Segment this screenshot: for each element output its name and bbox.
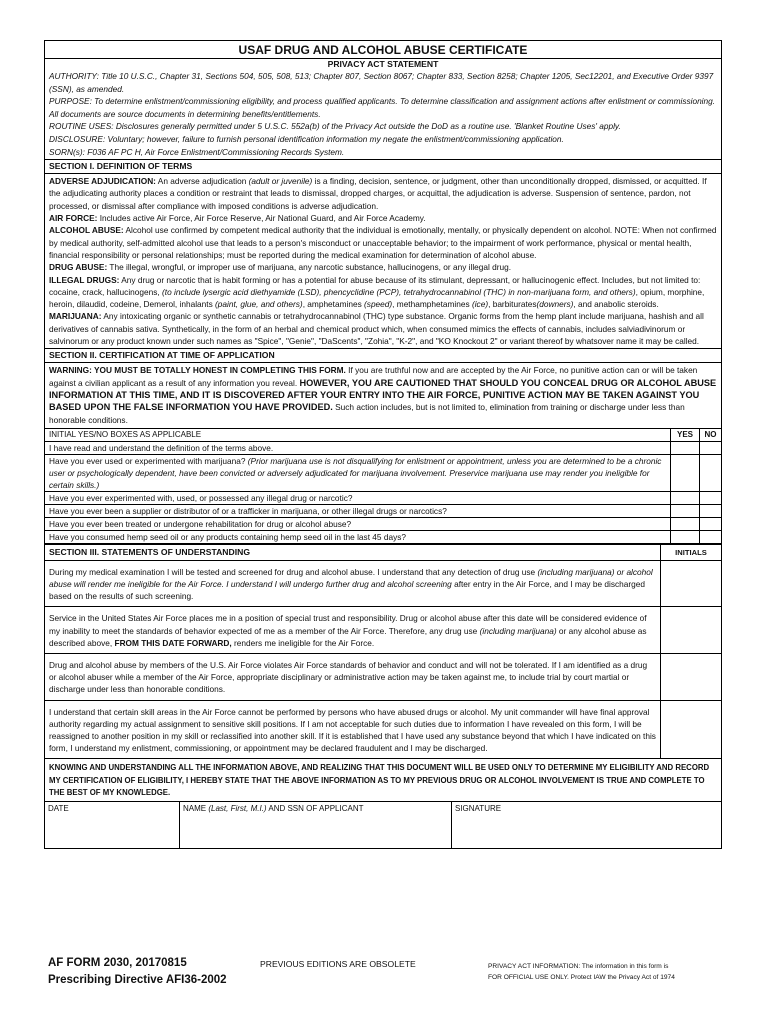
question-main: Have you ever used or experimented with marijuana? — [49, 455, 248, 466]
def-text: , amphetamines — [302, 299, 365, 310]
form-number: AF FORM 2030, 20170815 — [48, 957, 187, 969]
name-label: (Last, First, M.I.) — [208, 804, 267, 814]
question-note: (Prior marijuana use is not disqualifying for enlistment or appointment, unless you are determined to be a chronic user or psychologically dependent, have been convicted or adversely adjudicated for marijuana involvement. Preservice marijuana use may render you ineligible for certain skills.) — [49, 455, 662, 490]
initials-box[interactable] — [661, 560, 722, 607]
name-label: AND SSN OF APPLICANT — [266, 804, 364, 814]
def-text: Any intoxicating organic or synthetic cannabis or tetrahydrocannabinol (THC) type substance. Organic forms from the hemp plant include marijuana, hashish and all derivatives of cannabis sativa. Synthetically, in the form of an herbal and chemical product which, when consumed mimics the effects of cannabis, includes salviadivinorum or salvinorum or any product known under such names as "Spice", "Genie", "DaScents", "Zohia", "K-2", and "KO Knockout 2" or variant thereof by whatsover name it may be called. — [49, 311, 704, 347]
def-text: (adult or juvenile) — [248, 176, 313, 187]
def-term: ADVERSE ADJUDICATION: — [49, 176, 156, 187]
statement-text: Drug and alcohol abuse by members of the U.S. Air Force violates Air Force standards of behavior and conduct and will not be tolerated. If I am identified as a drug or alcohol abuser while a member of the Air Force, appropriate disciplinary or administrative action may be taken against me, to include trial by court martial or discharge under less than honorable conditions. — [45, 654, 661, 701]
certification-statement: KNOWING AND UNDERSTANDING ALL THE INFORMATION ABOVE, AND REALIZING THAT THIS DOCUMENT WILL BE USED ONLY TO DETERMINE MY ELIGIBILITY AND RECORD MY CERTIFICATION OF ELIGIBILITY, I HEREBY STATE THAT THE ABOVE INFORMATION AS TO MY PREVIOUS DRUG OR ALCOHOL INVOLVEMENT IS TRUE AND COMPLETE TO THE BEST OF MY KNOWLEDGE. — [45, 758, 721, 802]
no-box[interactable] — [700, 530, 722, 543]
statement-part: FROM THIS DATE FORWARD, — [114, 637, 232, 648]
initial-instructions: INITIAL YES/NO BOXES AS APPLICABLE — [45, 429, 671, 442]
yes-box[interactable] — [671, 504, 700, 517]
privacy-act-statement — [45, 59, 721, 159]
no-box[interactable] — [700, 441, 722, 454]
def-text: , and anabolic steroids. — [573, 299, 659, 310]
table-row — [45, 560, 721, 607]
statements-table — [45, 544, 721, 759]
initials-box[interactable] — [661, 607, 722, 654]
definitions — [45, 174, 721, 348]
statement-text — [45, 607, 661, 654]
def-illegal-drugs — [49, 274, 717, 311]
privacy-act-information — [488, 961, 728, 983]
statement-part: During my medical examination I will be tested and screened for drug and alcohol abuse. I understand that any detection of drug use — [49, 566, 538, 577]
disclosure-text: DISCLOSURE: Voluntary; however, failure to furnish personal identification information my negate the enlistment/commissioning application. — [49, 133, 564, 144]
table-row — [45, 504, 721, 517]
yes-box[interactable] — [671, 491, 700, 504]
privacy-act-heading: PRIVACY ACT STATEMENT — [327, 59, 439, 69]
no-box[interactable] — [700, 454, 722, 491]
statement-part: Service in the United States Air Force places me in a position of special trust and responsibility. Drug or alcohol abuse after this date will be considered evidence of my inability to meet the standards of behavior expected of me as a member of the Air Force. Therefore, any drug use — [49, 613, 647, 636]
form-title: USAF DRUG AND ALCOHOL ABUSE CERTIFICATE — [45, 41, 721, 59]
routine-uses-text: ROUTINE USES: Disclosures generally permitted under 5 U.S.C. 552a(b) of the Privacy Act outside the DoD as a routine use. 'Blanket Routine Uses' apply. — [49, 121, 621, 132]
def-term: ALCOHOL ABUSE: — [49, 225, 124, 236]
name-label: NAME — [183, 804, 209, 814]
table-row — [45, 700, 721, 758]
table-row — [45, 654, 721, 701]
no-box[interactable] — [700, 504, 722, 517]
question-text: Have you ever been treated or undergone rehabilitation for drug or alcohol abuse? — [45, 517, 671, 530]
table-row — [45, 454, 721, 491]
def-text: (to include lysergic acid diethyamide (LSD), phencyclidine (PCP), tetrahydrocannabinol (THC) in non-marijuana form, and others) — [162, 286, 636, 297]
yes-column-header: YES — [671, 429, 700, 442]
yes-box[interactable] — [671, 530, 700, 543]
warning-bold: WARNING: YOU MUST BE TOTALLY HONEST IN COMPLETING THIS FORM. — [49, 365, 346, 376]
def-text: is a finding, decision, sentence, or judgment, other than unconditionally dropped, dismissed, or acquitted. If the adjudicating authority places a condition or restraint that leads to dismissal, dropped charges, or acquittal, the adjudication is adverse. Suspension of sentence, pardon, not processed, or dismissal after compliance with imposed conditions is adverse adjudication. — [49, 176, 707, 211]
statement-text — [45, 560, 661, 607]
table-row — [45, 441, 721, 454]
def-alcohol-abuse — [49, 224, 717, 261]
statement-part: (including marijuana) — [479, 625, 557, 636]
statement-part: after entry in the Air Force, and I may be discharged based on the results of such screening. — [49, 579, 646, 602]
purpose-text: PURPOSE: To determine enlistment/commissioning eligibility, and process qualified applicants. To determine classification and assignment actions after enlistment or commissioning. All documents are source documents in determining benefits/entitlements. — [49, 96, 716, 119]
drug-alcohol-form — [44, 40, 722, 849]
form-footer — [48, 957, 728, 997]
initials-header: INITIALS — [661, 544, 722, 560]
yes-box[interactable] — [671, 517, 700, 530]
statement-part: renders me ineligible for the Air Force. — [231, 637, 375, 648]
yes-box[interactable] — [671, 441, 700, 454]
no-column-header: NO — [700, 429, 722, 442]
question-text — [45, 454, 671, 491]
table-row — [45, 517, 721, 530]
question-text: Have you ever been a supplier or distributor of or a trafficker in marijuana, or other illegal drugs or narcotics? — [45, 504, 671, 517]
section3-heading: SECTION III. STATEMENTS OF UNDERSTANDING — [45, 544, 661, 560]
yes-box[interactable] — [671, 454, 700, 491]
def-text: (speed) — [364, 299, 393, 310]
section1-heading: SECTION I. DEFINITION OF TERMS — [45, 159, 721, 174]
initials-box[interactable] — [661, 700, 722, 758]
def-adverse — [49, 175, 717, 212]
def-text: Includes active Air Force, Air Force Reserve, Air National Guard, and Air Force Academy. — [97, 213, 426, 224]
section2-heading: SECTION II. CERTIFICATION AT TIME OF APPLICATION — [45, 348, 721, 363]
question-text: Have you ever experimented with, used, or possessed any illegal drug or narcotic? — [45, 491, 671, 504]
name-ssn-field[interactable] — [180, 802, 452, 848]
statement-text: I understand that certain skill areas in the Air Force cannot be performed by persons who have abused drugs or alcohol. My unit commander will have final approval authority regarding my actual assignment to sensitive skill positions. If I am not acceptable for such duties due to information I have revealed on this form, I will be reassigned to another position in my skill or reclassified into another skill. If it is established that I have used any substance beyond that which I have indicated on this form, I understand my enlistment, commissioning, or appointment may be declared fraudulent and I may be discharged. — [45, 700, 661, 758]
def-text: The illegal, wrongful, or improper use of marijuana, any narcotic substance, hallucinogens, or any illegal drug. — [107, 262, 512, 273]
statement-part: (including marijuana) or alcohol abuse will render me ineligible for the Air Force. I understand I will undergo further drug and alcohol screening — [49, 566, 653, 589]
prescribing-directive: Prescribing Directive AFI36-2002 — [48, 974, 227, 986]
pai-line: PRIVACY ACT INFORMATION: The information in this form is — [488, 963, 669, 970]
def-term: AIR FORCE: — [49, 213, 98, 224]
def-term: MARIJUANA: — [49, 311, 102, 322]
def-text: An adverse adjudication — [155, 176, 249, 187]
def-drug-abuse — [49, 261, 717, 273]
question-text: I have read and understand the definition of the terms above. — [45, 441, 671, 454]
def-air-force — [49, 212, 717, 224]
def-text: (downers) — [536, 299, 574, 310]
def-text: Alcohol use confirmed by competent medical authority that the individual is emotionally, mentally, or physically dependent on alcohol. NOTE: When not confirmed by medical authority, self-admitted alcohol use that leads to a person's misconduct or unacceptable behavior; to the impairment of work performance, physical or mental health, financial responsibility or personal relationships; must be reported during the medical examination for determination of alcohol abuse. — [49, 225, 717, 260]
authority-text: AUTHORITY: Title 10 U.S.C., Chapter 31, Sections 504, 505, 508, 513; Chapter 807, Section 8067; Chapter 833, Section 8258; Chapter 1205, Sec12201, and Executive Order 9397 (SSN), as amended. — [49, 71, 714, 94]
statement-part: or any alcohol abuse as described above, — [49, 625, 647, 648]
table-row — [45, 491, 721, 504]
def-text: , barbiturates — [488, 299, 537, 310]
section3-header-row — [45, 544, 721, 560]
pai-line: FOR OFFICIAL USE ONLY. Protect IAW the Privacy Act of 1974 — [488, 974, 675, 981]
warning-caution: HOWEVER, YOU ARE CAUTIONED THAT SHOULD YOU CONCEAL DRUG OR ALCOHOL ABUSE INFORMATION AT THIS TIME, AND IT IS DISCOVERED AFTER YOUR ENTRY INTO THE AIR FORCE, PUNITIVE ACTION MAY BE TAKEN AGAINST YOU BASED UPON THE FALSE INFORMATION YOU HAVE PROVIDED. — [49, 377, 717, 413]
no-box[interactable] — [700, 491, 722, 504]
table-row — [45, 607, 721, 654]
warning-text — [45, 363, 721, 428]
def-text: Any drug or narcotic that is habit forming or has a potential for abuse because of its stimulant, depressant, or hallucinogenic effect. Includes, but not limited to: cocaine, crack, hallucinogens, — [49, 274, 701, 297]
warning-plain: Such action includes, but is not limited to, elimination from training or discharge under less than honorable conditions. — [49, 402, 685, 425]
def-text: , methamphetamines — [392, 299, 472, 310]
table-row — [45, 530, 721, 543]
table-header-row — [45, 429, 721, 442]
question-text: Have you consumed hemp seed oil or any products containing hemp seed oil in the last 45 days? — [45, 530, 671, 543]
def-text: (paint, glue, and others) — [215, 299, 303, 310]
signature-field[interactable] — [452, 802, 722, 848]
def-term: DRUG ABUSE: — [49, 262, 108, 273]
initials-box[interactable] — [661, 654, 722, 701]
def-marijuana — [49, 310, 717, 347]
previous-editions-note: PREVIOUS EDITIONS ARE OBSOLETE — [260, 959, 416, 969]
signature-row — [45, 802, 721, 848]
warning-plain: If you are truthful now and are accepted by the Air Force, no punitive action can or will be taken against a civilian applicant as a result of any information you reveal. — [49, 365, 698, 388]
sorn-text: SORN(s): F036 AF PC H, Air Force Enlistment/Commissioning Records System. — [49, 146, 345, 157]
def-term: ILLEGAL DRUGS: — [49, 274, 120, 285]
date-label: DATE — [48, 804, 69, 814]
date-field[interactable] — [45, 802, 180, 848]
no-box[interactable] — [700, 517, 722, 530]
signature-label: SIGNATURE — [455, 804, 502, 814]
def-text: , opium, morphine, heroin, dilaudid, codeine, Demerol, inhalants — [49, 286, 705, 310]
yes-no-table — [45, 429, 721, 544]
signature-table — [45, 802, 721, 848]
def-text: (ice) — [471, 299, 489, 310]
